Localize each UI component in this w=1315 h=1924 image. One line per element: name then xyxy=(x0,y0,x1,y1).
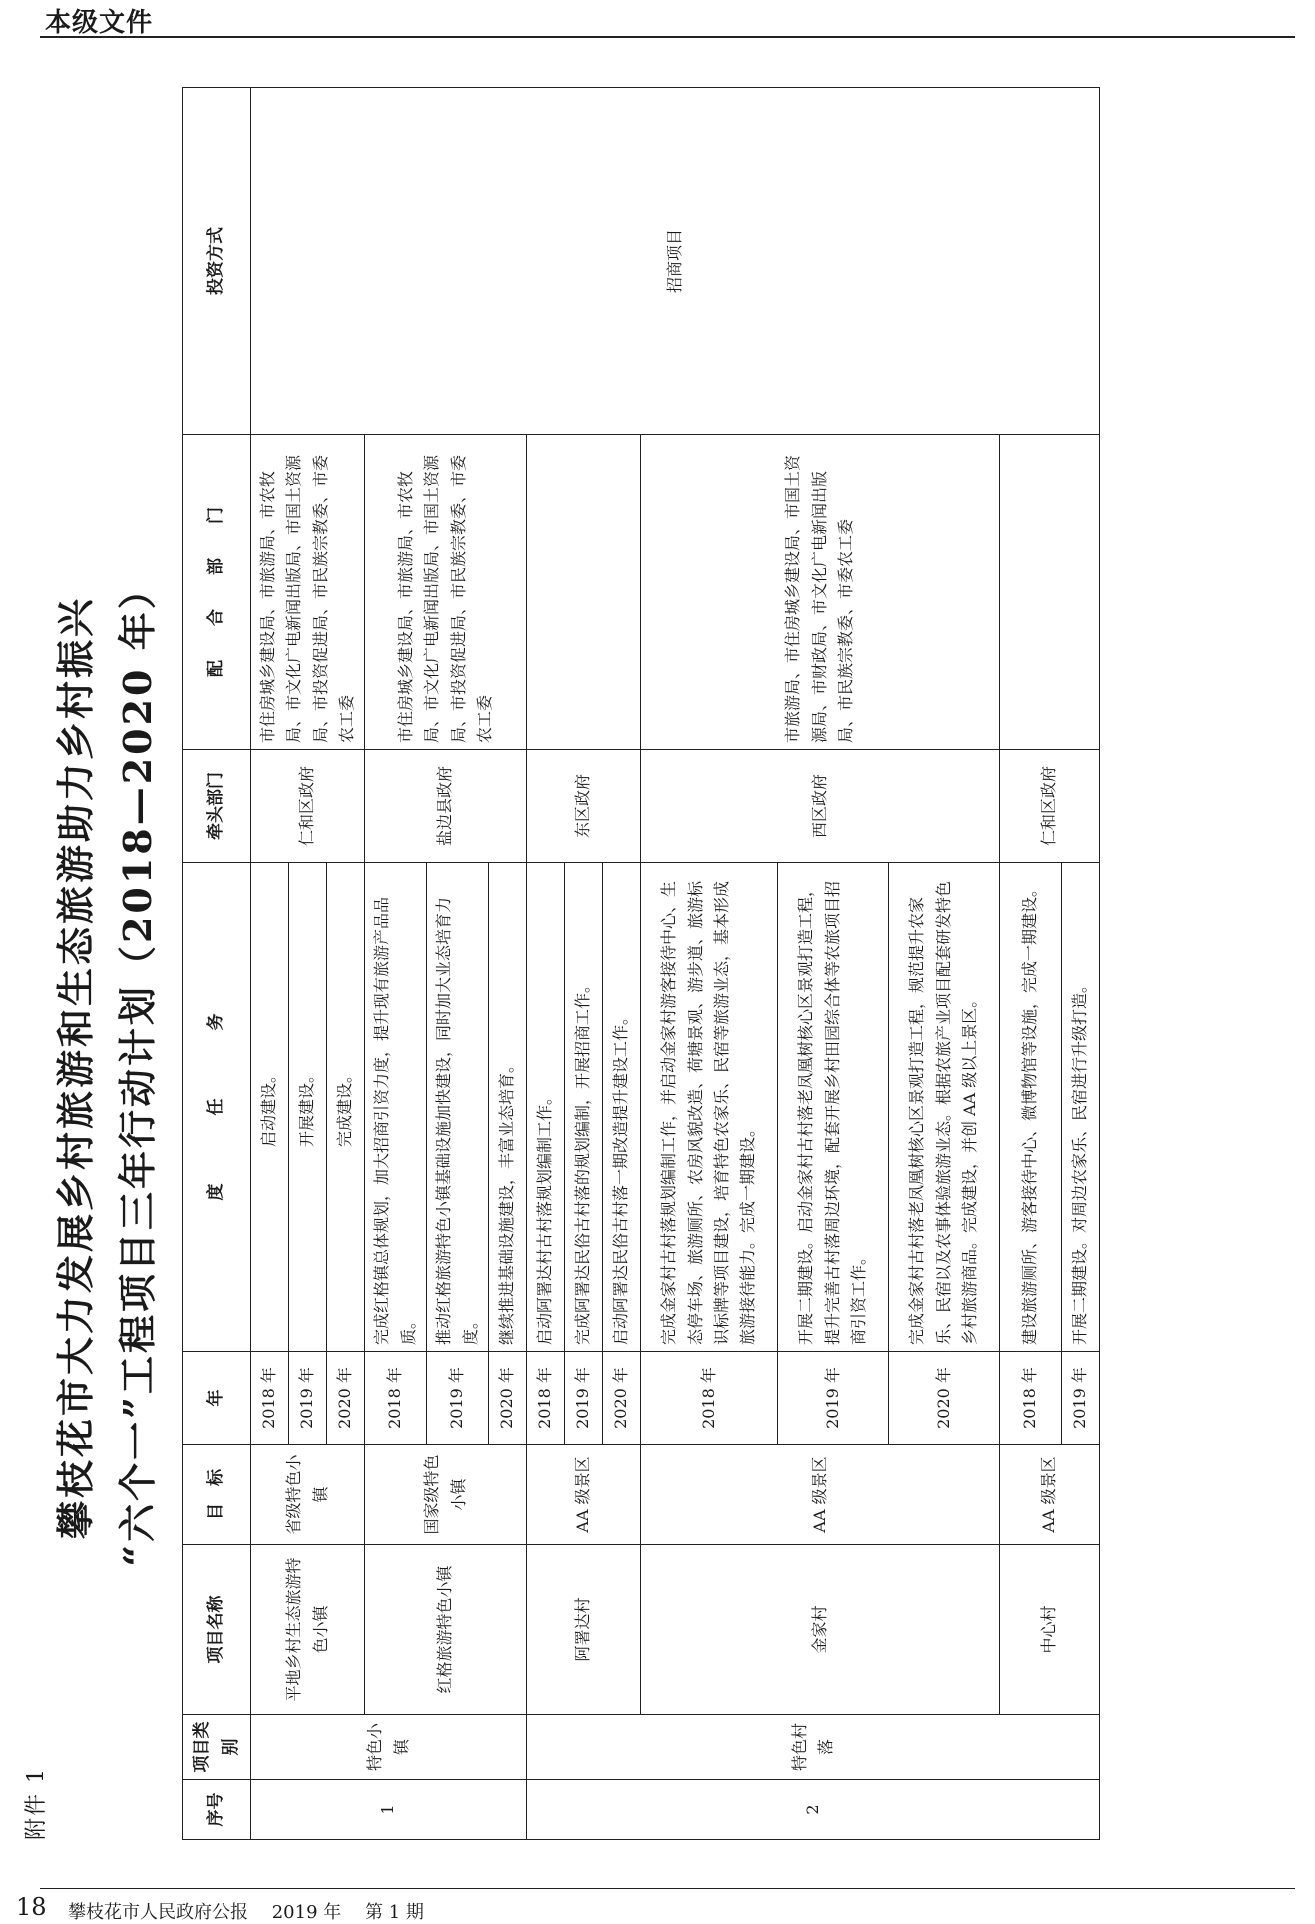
year-cell: 2020 年 xyxy=(603,1352,641,1445)
coop-dept-cell xyxy=(527,435,641,750)
lead-dept-cell: 盐边县政府 xyxy=(365,750,527,863)
coop-dept-cell xyxy=(1000,435,1100,750)
target-cell: AA 级景区 xyxy=(641,1445,1000,1545)
table-header-row xyxy=(183,88,251,1840)
col-year: 年 xyxy=(183,1352,251,1445)
table-row xyxy=(251,88,289,1840)
lead-dept-cell: 仁和区政府 xyxy=(251,750,365,863)
plan-table xyxy=(182,87,1100,1840)
year-cell: 2018 年 xyxy=(527,1352,565,1445)
year-cell: 2018 年 xyxy=(251,1352,289,1445)
col-task: 度 任 务 xyxy=(183,863,251,1352)
footer-rule xyxy=(40,1888,1295,1889)
coop-dept-cell: 市住房城乡建设局、市旅游局、市农牧局、市文化广电新闻出版局、市国土资源局、市投资促进局、市民族宗教委、市委农工委 xyxy=(365,435,527,750)
year-cell: 2018 年 xyxy=(641,1352,778,1445)
task-cell: 继续推进基础设施建设，丰富业态培育。 xyxy=(489,863,527,1352)
category-cell: 特色小镇 xyxy=(251,1715,527,1780)
target-cell: AA 级景区 xyxy=(527,1445,641,1545)
year-cell: 2018 年 xyxy=(365,1352,427,1445)
seq-cell: 1 xyxy=(251,1780,527,1840)
project-name-cell: 红格旅游特色小镇 xyxy=(365,1545,527,1715)
publication-year: 2019 年 xyxy=(271,1902,342,1923)
col-target: 目 标 xyxy=(183,1445,251,1545)
task-cell: 启动建设。 xyxy=(251,863,289,1352)
project-name-cell: 金家村 xyxy=(641,1545,1000,1715)
attachment-label: 附件 1 xyxy=(24,1767,49,1840)
task-cell: 开展二期建设。启动金家村古村落老凤凰树核心区景观打造工程，提升完善古村落周边环境，配套开展乡村田园综合体等农旅项目招商引资工作。 xyxy=(778,863,889,1352)
target-cell: 国家级特色小镇 xyxy=(365,1445,527,1545)
col-seq: 序号 xyxy=(183,1780,251,1840)
target-cell: 省级特色小镇 xyxy=(251,1445,365,1545)
lead-dept-cell: 西区政府 xyxy=(641,750,1000,863)
invest-cell: 招商项目 xyxy=(251,88,1100,435)
year-cell: 2020 年 xyxy=(889,1352,1000,1445)
task-cell: 完成红格镇总体规划，加大招商引资力度，提升现有旅游产品品质。 xyxy=(365,863,427,1352)
project-name-cell: 阿署达村 xyxy=(527,1545,641,1715)
year-cell: 2019 年 xyxy=(1062,1352,1100,1445)
year-cell: 2019 年 xyxy=(778,1352,889,1445)
target-cell: AA 级景区 xyxy=(1000,1445,1100,1545)
seq-cell: 2 xyxy=(527,1780,1100,1840)
task-cell: 开展建设。 xyxy=(289,863,327,1352)
coop-dept-cell: 市旅游局、市住房城乡建设局、市国土资源局、市财政局、市文化广电新闻出版局、市民族宗教委、市委农工委 xyxy=(641,435,1000,750)
task-cell: 推动红格旅游特色小镇基础设施加快建设，同时加大业态培育力度。 xyxy=(427,863,489,1352)
header-title: 本级文件 xyxy=(45,8,154,38)
year-cell: 2020 年 xyxy=(489,1352,527,1445)
task-cell: 完成建设。 xyxy=(327,863,365,1352)
col-lead: 牵头部门 xyxy=(183,750,251,863)
year-cell: 2018 年 xyxy=(1000,1352,1062,1445)
task-cell: 启动阿署达民俗古村落一期改造提升建设工作。 xyxy=(603,863,641,1352)
col-category: 项目类别 xyxy=(183,1715,251,1780)
footer-publication xyxy=(68,1898,442,1924)
lead-dept-cell: 仁和区政府 xyxy=(1000,750,1100,863)
category-cell: 特色村落 xyxy=(527,1715,1100,1780)
col-invest: 投资方式 xyxy=(183,88,251,435)
publication-name: 攀枝花市人民政府公报 xyxy=(68,1902,248,1923)
task-cell: 开展二期建设。对周边农家乐、民宿进行升级打造。 xyxy=(1062,863,1100,1352)
year-cell: 2019 年 xyxy=(427,1352,489,1445)
coop-dept-cell: 市住房城乡建设局、市旅游局、市农牧局、市文化广电新闻出版局、市国土资源局、市投资促进局、市民族宗教委、市委农工委 xyxy=(251,435,365,750)
header-rule xyxy=(40,36,1295,38)
lead-dept-cell: 东区政府 xyxy=(527,750,641,863)
page-number: 18 xyxy=(16,1893,47,1921)
task-cell: 建设旅游厕所、游客接待中心、微博物馆等设施，完成一期建设。 xyxy=(1000,863,1062,1352)
year-cell: 2020 年 xyxy=(327,1352,365,1445)
document-title-line1: 攀枝花市大力发展乡村旅游和生态旅游助力乡村振兴 xyxy=(53,596,98,1540)
task-cell: 完成金家村古村落老凤凰树核心区景观打造工程，规范提升农家乐、民宿以及农事体验旅游业态。根据农旅产业项目配套研发特色乡村旅游商品。完成建设，并创 AA 级以上景区。 xyxy=(889,863,1000,1352)
document-title-line2: “六个一”工程项目三年行动计划（2018—2020 年） xyxy=(115,568,160,1567)
rotated-page xyxy=(7,40,1302,1840)
project-name-cell: 中心村 xyxy=(1000,1545,1100,1715)
col-coop: 配 合 部 门 xyxy=(183,435,251,750)
task-cell: 完成阿署达民俗古村落的规划编制，开展招商工作。 xyxy=(565,863,603,1352)
task-cell: 启动阿署达村古村落规划编制工作。 xyxy=(527,863,565,1352)
publication-issue: 第 1 期 xyxy=(365,1902,424,1923)
task-cell: 完成金家村古村落规划编制工作，并启动金家村游客接待中心、生态停车场、旅游厕所、农房风貌改造、荷塘景观、游步道、旅游标识标牌等项目建设，培育特色农家乐、民宿等旅游业态，基本形成旅游接待能力。完成一期建设。 xyxy=(641,863,778,1352)
year-cell: 2019 年 xyxy=(565,1352,603,1445)
year-cell: 2019 年 xyxy=(289,1352,327,1445)
project-name-cell: 平地乡村生态旅游特色小镇 xyxy=(251,1545,365,1715)
col-name: 项目名称 xyxy=(183,1545,251,1715)
